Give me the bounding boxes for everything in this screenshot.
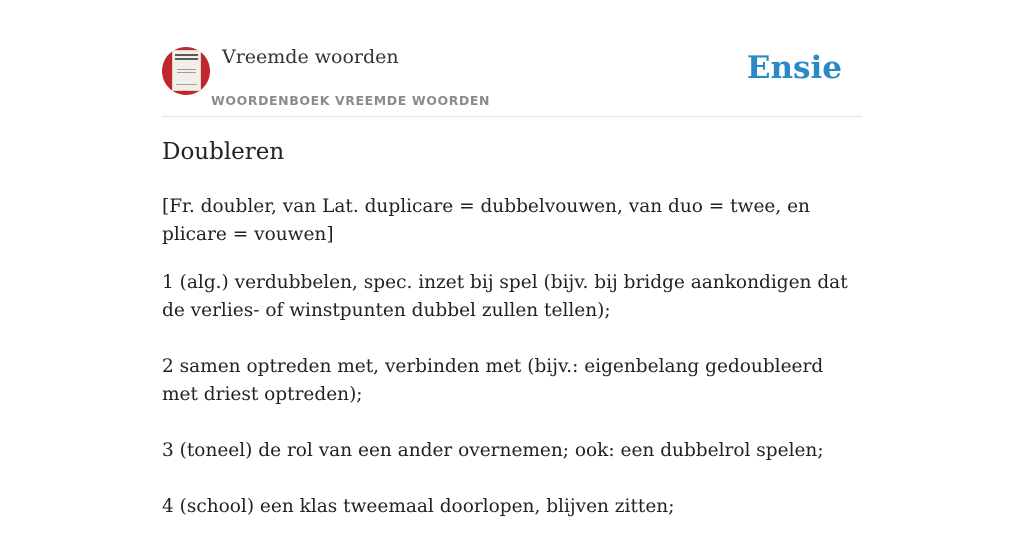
book-cover-icon[interactable] bbox=[162, 47, 210, 95]
definition-3: 3 (toneel) de rol van een ander overnemen; ook: een dubbelrol spelen; bbox=[162, 440, 824, 461]
definition-2: 2 samen optreden met, verbinden met (bijv.: eigenbelang gedoubleerd met driest optreden); bbox=[162, 356, 824, 405]
definition-4: 4 (school) een klas tweemaal doorlopen, blijven zitten; bbox=[162, 496, 675, 517]
site-subtitle: WOORDENBOEK VREEMDE WOORDEN bbox=[211, 93, 491, 108]
site-header bbox=[162, 0, 862, 117]
ensie-logo[interactable]: Ensie bbox=[746, 50, 842, 86]
entry-body bbox=[162, 193, 862, 549]
site-title[interactable]: Vreemde woorden bbox=[222, 46, 399, 68]
page-container bbox=[162, 0, 862, 517]
entry-etymology: [Fr. doubler, van Lat. duplicare = dubbelvouwen, van duo = twee, en plicare = vouwen] bbox=[162, 196, 810, 245]
book-cover bbox=[172, 50, 201, 91]
definition-1: 1 (alg.) verdubbelen, spec. inzet bij spel (bijv. bij bridge aankondigen dat de verlies- of winstpunten dubbel zullen tellen); bbox=[162, 272, 848, 321]
entry-title: Doubleren bbox=[162, 139, 285, 165]
